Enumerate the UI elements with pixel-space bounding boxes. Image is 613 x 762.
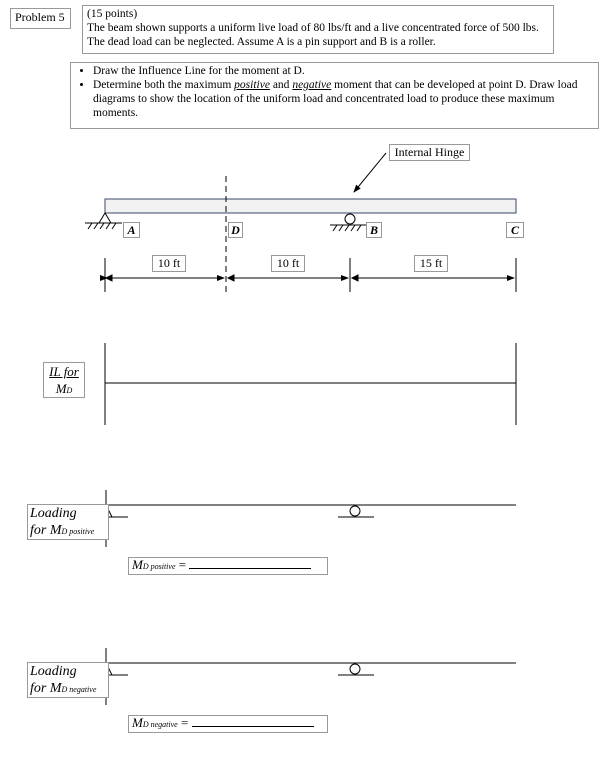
answer-blank[interactable] [192, 716, 314, 727]
loading-positive-diagram [90, 490, 516, 547]
roller-support-icon [330, 214, 367, 231]
answer-equals: = [175, 557, 190, 572]
loading-positive-label [27, 504, 109, 540]
point-c-label: C [506, 222, 524, 238]
il-label-line1: IL for [49, 364, 79, 379]
roller-support-icon [350, 506, 360, 516]
pin-support-icon [85, 213, 122, 229]
task-1: • Draw the Influence Line for the moment at D. [93, 64, 594, 78]
label-sub: D positive [61, 527, 95, 536]
task-text: moment that can be developed at point D. Draw load diagrams to show the location of the uniform load and concentrated load to produce these maximum moments. [93, 79, 578, 119]
problem-statement [82, 5, 554, 54]
point-d-label: D [228, 222, 243, 238]
answer-m: M [132, 557, 143, 572]
label-line2: for M [30, 681, 62, 696]
il-label-m: M [55, 381, 67, 396]
answer-sub: D positive [142, 562, 176, 571]
answer-sub: D negative [142, 720, 178, 729]
positive-emphasis: positive [234, 79, 270, 91]
influence-line-axes [105, 343, 516, 425]
loading-negative-label [27, 662, 109, 698]
problem-label: Problem 5 [10, 8, 71, 29]
label-line1: Loading [30, 664, 77, 679]
label-sub: D negative [61, 685, 97, 694]
md-negative-answer[interactable] [128, 715, 328, 733]
internal-hinge-label: Internal Hinge [389, 144, 470, 161]
points: (15 points) [87, 8, 138, 20]
dim-db-label: 10 ft [271, 255, 305, 272]
roller-support-icon [350, 664, 360, 674]
label-line2: for M [30, 523, 62, 538]
dim-bc-label: 15 ft [414, 255, 448, 272]
point-b-label: B [366, 222, 382, 238]
task-text: Determine both the maximum [93, 79, 235, 91]
dim-ad-label: 10 ft [152, 255, 186, 272]
loading-negative-diagram [90, 648, 516, 705]
md-positive-answer[interactable] [128, 557, 328, 575]
task-text: and [269, 79, 293, 91]
label-line1: Loading [30, 506, 77, 521]
answer-blank[interactable] [189, 558, 311, 569]
beam [105, 199, 516, 213]
answer-m: M [132, 715, 143, 730]
point-a-label: A [123, 222, 140, 238]
negative-emphasis: negative [292, 79, 332, 91]
il-label [43, 362, 85, 398]
task-list [70, 62, 599, 129]
hinge-arrow [354, 153, 386, 192]
il-label-sub: D [66, 386, 73, 395]
answer-equals: = [177, 715, 192, 730]
task-2 [93, 78, 594, 120]
statement-text: The beam shown supports a uniform live load of 80 lbs/ft and a live concentrated force of 500 lbs. The dead load can be neglected. Assume A is a pin support and B is a roller. [87, 22, 539, 48]
